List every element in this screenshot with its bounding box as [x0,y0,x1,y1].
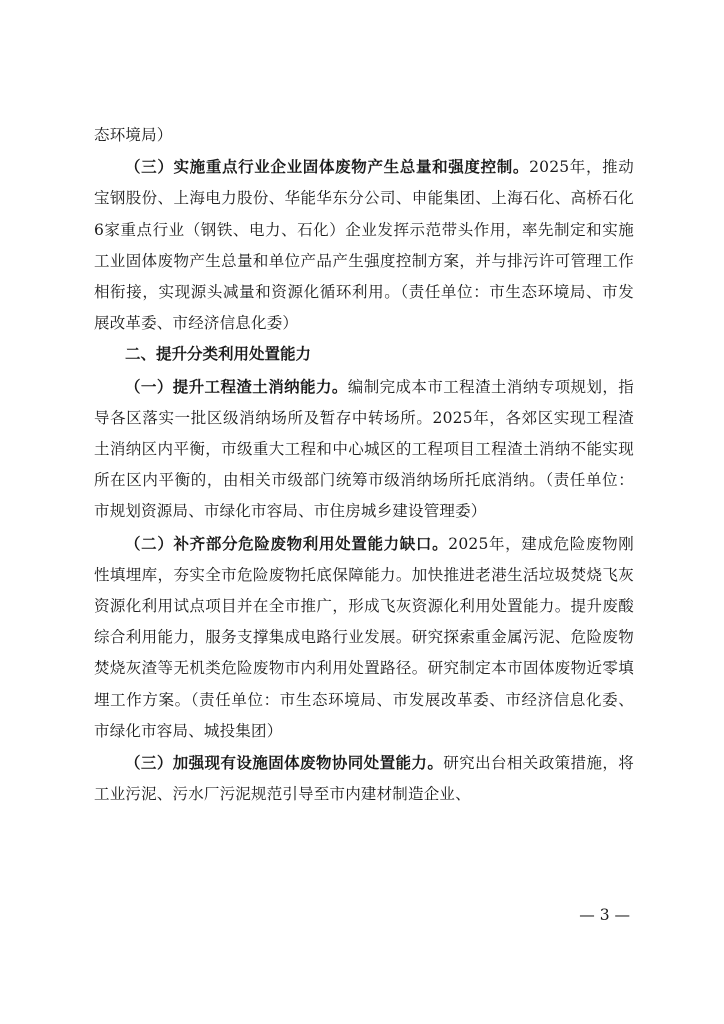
paragraph-item-2-1 [94,371,634,528]
paragraph-body: 编制完成本市工程渣土消纳专项规划，指导各区落实一批区级消纳场所及暂存中转场所。2025年，各郊区实现工程渣土消纳区内平衡，市级重大工程和中心城区的工程项目工程渣土消纳不能实现所在区内平衡的，由相关市级部门统筹市级消纳场所托底消纳。（责任单位：市规划资源局、市绿化市容局、市住房城乡建设管理委） [94,377,634,521]
paragraph-body: 2025年，建成危险废物刚性填埋库，夯实全市危险废物托底保障能力。加快推进老港生活垃圾焚烧飞灰资源化利用试点项目并在全市推广，形成飞灰资源化利用处置能力。提升废酸综合利用能力，服务支撑集成电路行业发展。研究探索重金属污泥、危险废物焚烧灰渣等无机类危险废物市内利用处置路径。研究制定本市固体废物近零填埋工作方案。（责任单位：市生态环境局、市发展改革委、市经济信息化委、市绿化市容局、城投集团） [94,534,634,740]
page-number: — 3 — [579,906,630,924]
paragraph-body: 2025年，推动宝钢股份、上海电力股份、华能华东分公司、申能集团、上海石化、高桥石化6家重点行业（钢铁、电力、石化）企业发挥示范带头作用，率先制定和实施工业固体废物产生总量和单位产品产生强度控制方案，并与排污许可管理工作相衔接，实现源头减量和资源化循环利用。（责任单位：市生态环境局、市发展改革委、市经济信息化委） [94,158,634,333]
continuation-text [94,120,634,151]
paragraph-lead: （一）提升工程渣土消纳能力。 [125,376,348,396]
paragraph-item-2-2 [94,528,634,747]
paragraph-item-3 [94,151,634,339]
section-heading: 二、提升分类利用处置能力 [125,345,312,364]
paragraph-lead: （三）实施重点行业企业固体废物产生总量和强度控制。 [125,157,530,177]
paragraph-body: 研究出台相关政策措施，将工业污泥、污水厂污泥规范引导至市内建材制造企业、 [94,754,634,804]
paragraph-lead: （二）补齐部分危险废物利用处置能力缺口。 [125,533,449,553]
document-page [94,120,634,810]
continuation-line: 态环境局） [94,126,173,144]
paragraph-lead: （三）加强现有设施固体废物协同处置能力。 [125,753,444,773]
paragraph-item-2-3 [94,747,634,810]
